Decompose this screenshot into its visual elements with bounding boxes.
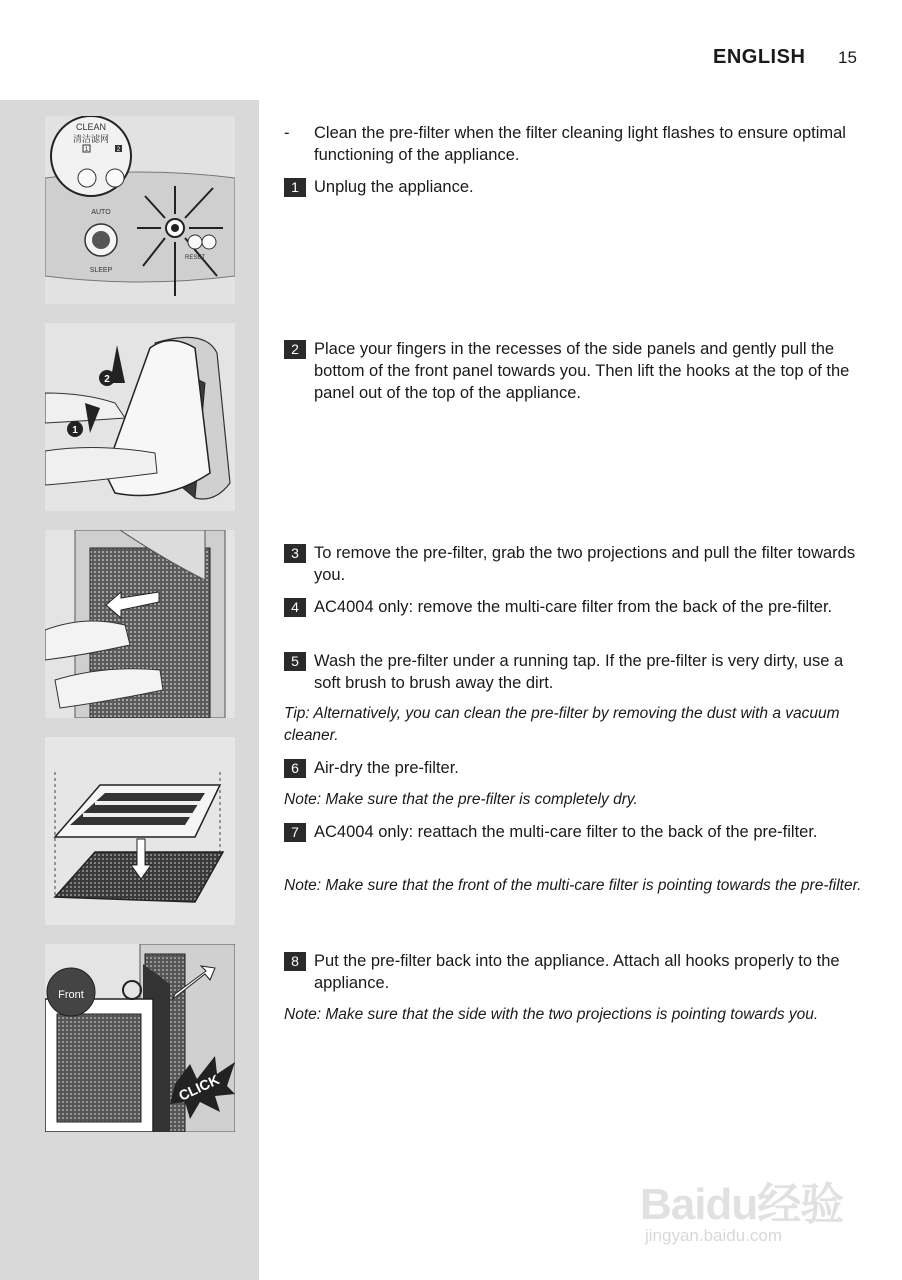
step-2 — [284, 338, 864, 404]
note-front: Note: Make sure that the front of the multi-care filter is pointing towards the pre-filter. — [284, 877, 862, 894]
click-label: CLICK — [176, 1071, 222, 1104]
intro-text: Clean the pre-filter when the filter cleaning light flashes to ensure optimal functioning of the appliance. — [314, 124, 846, 164]
prefilter-removal-illustration — [45, 530, 235, 718]
reinstall-illustration — [45, 944, 235, 1132]
panel-removal-illustration — [45, 323, 235, 511]
clean-label: CLEAN — [75, 122, 107, 132]
step-number: 4 — [284, 598, 306, 617]
step-number: 1 — [284, 178, 306, 197]
svg-text:RESET: RESET — [184, 255, 206, 261]
step-text: Put the pre-filter back into the appliance. Attach all hooks properly to the appliance. — [314, 952, 840, 992]
step-4 — [284, 596, 864, 618]
step-text: To remove the pre-filter, grab the two projections and pull the filter towards you. — [314, 544, 856, 584]
baidu-watermark — [640, 1148, 870, 1258]
page-number: 15 — [838, 48, 857, 67]
step-8 — [284, 950, 864, 994]
svg-text:AUTO: AUTO — [91, 209, 111, 216]
illustration-pointer — [235, 128, 255, 152]
illustration-pointer — [235, 749, 255, 773]
clean-cn-label: 清洁滤网 — [72, 134, 110, 144]
step-5 — [284, 650, 864, 694]
step-number: 7 — [284, 823, 306, 842]
bullet-dash: - — [284, 124, 290, 142]
front-label: Front — [58, 989, 84, 1001]
step-3 — [284, 542, 864, 586]
note-projections: Note: Make sure that the side with the two projections is pointing towards you. — [284, 1006, 819, 1023]
tip-text: Tip: Alternatively, you can clean the pre-filter by removing the dust with a vacuum cleaner. — [284, 705, 840, 744]
illustration-pointer — [235, 542, 255, 566]
svg-text:2: 2 — [116, 147, 121, 153]
watermark-logo: Baidu经验 — [640, 1180, 844, 1229]
language-header: ENGLISH — [713, 46, 806, 68]
step-text: Place your fingers in the recesses of the side panels and gently pull the bottom of the front panel towards you. Then lift the hooks at the top of the panel out of the top of the appliance. — [314, 340, 850, 402]
control-panel-illustration — [45, 116, 235, 304]
intro-bullet — [284, 122, 864, 166]
illustration-pointer — [235, 956, 255, 980]
watermark-url: jingyan.baidu.com — [645, 1226, 783, 1245]
step-text: Air-dry the pre-filter. — [314, 759, 459, 777]
step-text: AC4004 only: remove the multi-care filter from the back of the pre-filter. — [314, 598, 833, 616]
illustration-pointer — [235, 335, 255, 359]
step-text: Unplug the appliance. — [314, 178, 474, 196]
step-7 — [284, 821, 864, 843]
svg-text:1: 1 — [84, 147, 89, 153]
step-number: 2 — [284, 340, 306, 359]
step-marker-2: 2 — [104, 374, 110, 385]
step-1 — [284, 176, 864, 198]
step-text: Wash the pre-filter under a running tap. If the pre-filter is very dirty, use a soft brush to brush away the dirt. — [314, 652, 844, 692]
step-6 — [284, 757, 864, 779]
step-marker-1: 1 — [72, 425, 78, 436]
step-text: AC4004 only: reattach the multi-care filter to the back of the pre-filter. — [314, 823, 818, 841]
filter-separation-illustration — [45, 737, 235, 925]
step-number: 8 — [284, 952, 306, 971]
step-number: 6 — [284, 759, 306, 778]
step-number: 3 — [284, 544, 306, 563]
svg-text:SLEEP: SLEEP — [89, 267, 113, 274]
note-dry: Note: Make sure that the pre-filter is completely dry. — [284, 791, 638, 808]
step-number: 5 — [284, 652, 306, 671]
